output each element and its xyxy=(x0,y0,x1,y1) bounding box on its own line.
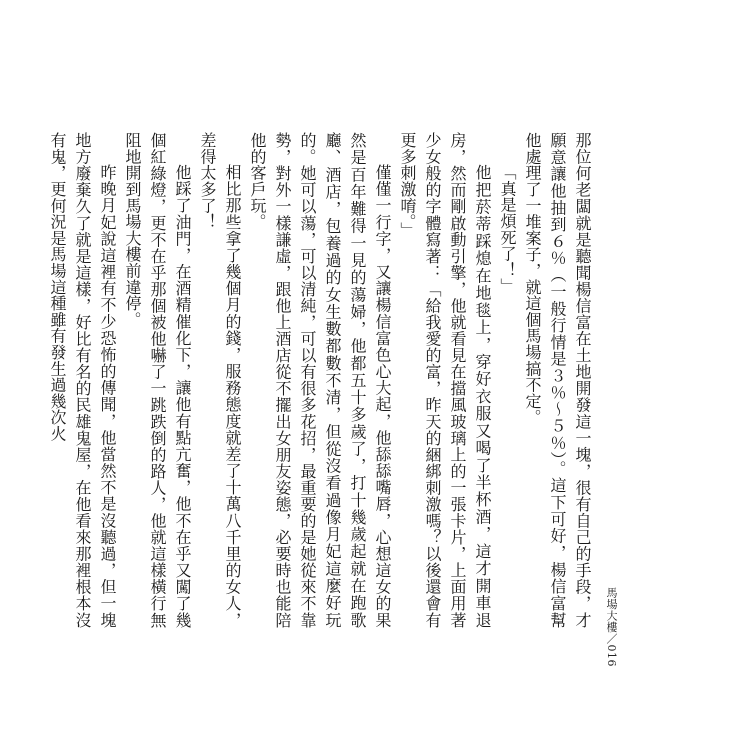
paragraph: 他把菸蒂踩熄在地毯上，穿好衣服又喝了半杯酒，這才開車退房，然而剛啟動引擎，他就看見在擋風玻璃上的一張卡片，上面用著少女般的字體寫著：「給我愛的富，昨天的綑綁刺激嗎？以後還會有更多刺激唷。」 xyxy=(398,132,492,628)
paragraph: 相比那些拿了幾個月的錢，服務態度就差了十萬八千里的女人，差得太多了！ xyxy=(198,132,242,628)
book-title: 馬場大樓 xyxy=(605,587,618,633)
running-head-separator: ／ xyxy=(605,633,618,645)
body-text xyxy=(48,132,595,628)
page-number: 016 xyxy=(605,644,618,667)
paragraph: 他踩了油門，在酒精催化下，讓他有點亢奮，他不在乎又闖了幾個紅綠燈，更不在乎那個被他嚇了一跳跌倒的路人，他就這樣橫行無阻地開到馬場大樓前違停。 xyxy=(123,132,192,628)
paragraph: 「真是煩死了！」 xyxy=(498,164,517,295)
paragraph: 僅僅一行字，又讓楊信富色心大起，他舔舔嘴唇，心想這女的果然是百年難得一見的蕩婦，他都五十多歲了，打十幾歲起就在跑歌廳、酒店，包養過的女生數都數不清，但從沒看過像月妃這麼好玩的。她可以蕩，可以清純，可以有很多花招，最重要的是她從來不靠勢，對外一樣謙虛，跟他上酒店從不擺出女朋友姿態，必要時也能陪他的客戶玩。 xyxy=(248,132,392,628)
paragraph: 那位何老闆就是聽聞楊信富在土地開發這一塊，很有自己的手段，才願意讓他抽到６％（一般行情是３％～５％）。這下可好，楊信富幫他處理了一堆案子，就這個馬場搞不定。 xyxy=(523,132,592,628)
running-head xyxy=(603,587,619,667)
paragraph: 昨晚月妃說這裡有不少恐怖的傳聞，他當然不是沒聽過，但一塊地方廢棄久了就是這樣，好比有名的民雄鬼屋，在他看來那裡根本沒有鬼，更何況是馬場這種雖有發生過幾次火 xyxy=(48,132,117,628)
